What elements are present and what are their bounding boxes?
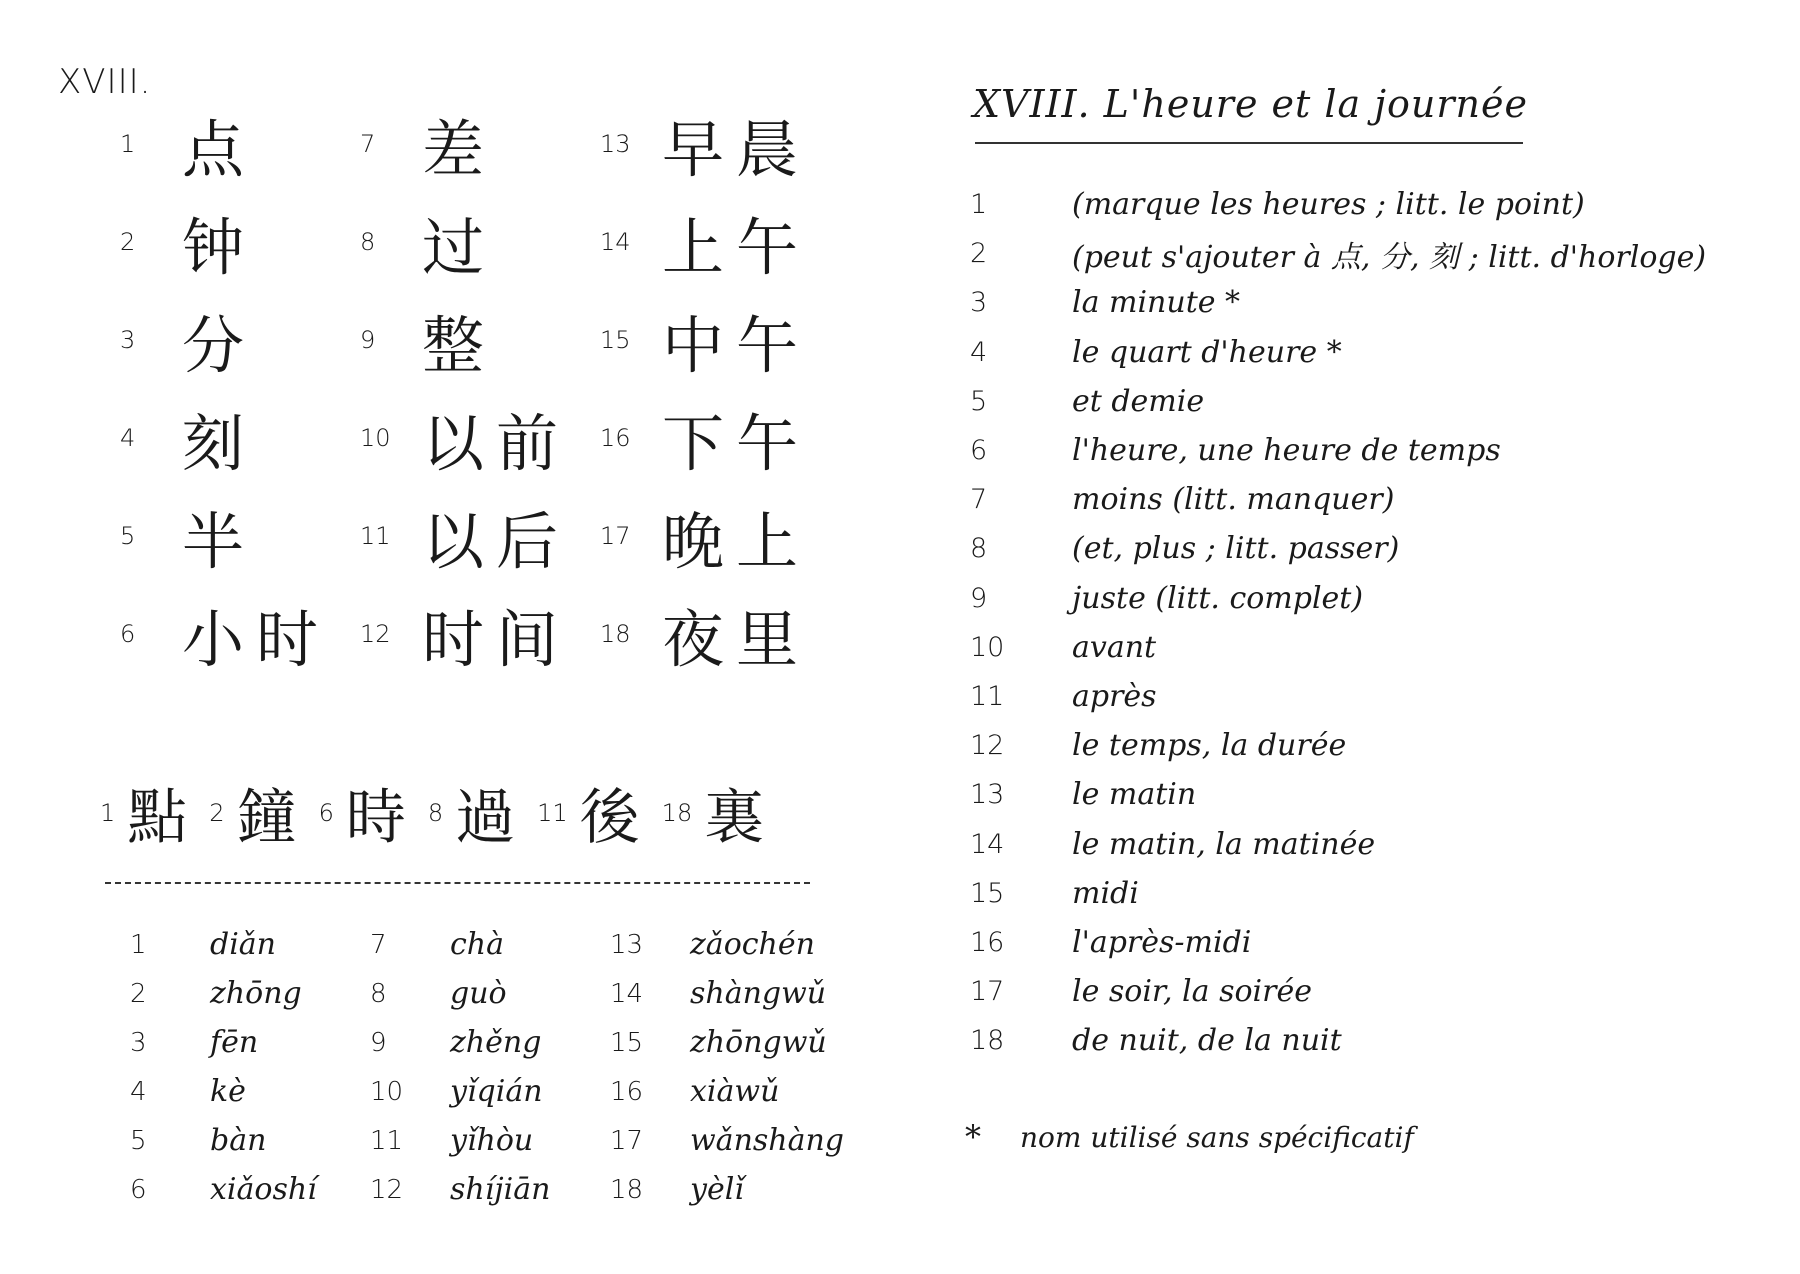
- pinyin-number: 3: [130, 1027, 147, 1058]
- pinyin-entry: [130, 1025, 370, 1060]
- definition-row: [970, 623, 1760, 672]
- definition-text: juste (litt. complet): [1072, 580, 1364, 616]
- hanzi-character: 过: [422, 210, 497, 284]
- pinyin-text: yǐqián: [450, 1074, 543, 1109]
- pinyin-entry: [130, 927, 370, 962]
- title-underline: [975, 142, 1523, 144]
- traditional-entry: [428, 770, 515, 856]
- hanzi-entry: [600, 198, 840, 287]
- hanzi-number: 12: [360, 620, 391, 648]
- pinyin-text: zhěng: [450, 1025, 542, 1060]
- definition-row: [970, 918, 1760, 967]
- definition-row: [970, 869, 1760, 918]
- hanzi-number: 15: [600, 326, 631, 354]
- pinyin-entry: [370, 927, 610, 962]
- footnote-asterisk: *: [965, 1118, 981, 1156]
- hanzi-character: 半: [182, 504, 257, 578]
- hanzi-entry: [120, 296, 360, 385]
- traditional-character: 點: [127, 783, 188, 853]
- hanzi-number: 3: [120, 326, 136, 354]
- pinyin-number: 17: [610, 1125, 644, 1156]
- hanzi-number: 4: [120, 424, 136, 452]
- definition-row: [970, 377, 1760, 426]
- hanzi-character: 时间: [422, 602, 571, 676]
- pinyin-row: [130, 969, 850, 1018]
- definition-number: 12: [970, 730, 1005, 762]
- hanzi-character: 以前: [422, 406, 571, 480]
- pinyin-number: 14: [610, 978, 644, 1009]
- pinyin-text: shàngwǔ: [690, 976, 827, 1011]
- pinyin-entry: [370, 1074, 610, 1109]
- pinyin-number: 9: [370, 1027, 387, 1058]
- definition-row: [970, 770, 1760, 819]
- hanzi-number: 7: [360, 130, 376, 158]
- pinyin-entry: [370, 1123, 610, 1158]
- hanzi-entry: [360, 100, 600, 189]
- definition-number: 8: [970, 533, 988, 565]
- definition-text: le matin, la matinée: [1072, 826, 1376, 862]
- hanzi-row: [120, 193, 840, 291]
- definition-row: [970, 819, 1760, 868]
- definition-number: 3: [970, 287, 988, 319]
- hanzi-entry: [120, 198, 360, 287]
- definition-text: l'heure, une heure de temps: [1072, 433, 1501, 469]
- traditional-divider: [105, 882, 810, 884]
- pinyin-text: yèlǐ: [690, 1172, 744, 1207]
- traditional-character: 後: [579, 783, 640, 853]
- pinyin-number: 8: [370, 978, 387, 1009]
- traditional-character: 裏: [704, 783, 765, 853]
- hanzi-entry: [600, 590, 840, 679]
- definition-text: (peut s'ajouter à 点, 分, 刻 ; litt. d'horloge): [1072, 239, 1707, 275]
- pinyin-entry: [130, 1172, 370, 1207]
- pinyin-row: [130, 1116, 850, 1165]
- traditional-number: 18: [661, 799, 693, 827]
- definition-text: après: [1072, 678, 1157, 714]
- pinyin-text: zhōngwǔ: [690, 1025, 827, 1060]
- traditional-character: 過: [455, 783, 516, 853]
- hanzi-entry: [360, 590, 600, 679]
- footnote: [965, 1118, 1414, 1156]
- definition-number: 1: [970, 189, 988, 221]
- pinyin-number: 4: [130, 1076, 147, 1107]
- definition-row: [970, 721, 1760, 770]
- hanzi-entry: [360, 394, 600, 483]
- pinyin-entry: [610, 1123, 850, 1158]
- hanzi-character: 小时: [182, 602, 331, 676]
- pinyin-entry: [130, 1074, 370, 1109]
- traditional-character: 時: [345, 783, 406, 853]
- definition-number: 15: [970, 877, 1005, 909]
- hanzi-entry: [600, 296, 840, 385]
- hanzi-number: 5: [120, 522, 136, 550]
- pinyin-text: chà: [450, 927, 505, 962]
- definition-row: [970, 328, 1760, 377]
- hanzi-row: [120, 389, 840, 487]
- definitions-list: [970, 180, 1760, 1065]
- pinyin-number: 1: [130, 929, 147, 960]
- pinyin-text: bàn: [210, 1123, 267, 1158]
- definition-text: le soir, la soirée: [1072, 974, 1312, 1010]
- hanzi-entry: [360, 492, 600, 581]
- pinyin-text: xiǎoshí: [210, 1172, 317, 1207]
- traditional-number: 2: [209, 799, 225, 827]
- definition-number: 5: [970, 385, 988, 417]
- traditional-number: 11: [537, 799, 568, 827]
- definition-text: le quart d'heure *: [1072, 334, 1342, 370]
- definition-number: 4: [970, 336, 988, 368]
- definition-text: et demie: [1072, 383, 1205, 419]
- pinyin-text: fēn: [210, 1025, 259, 1060]
- hanzi-character: 晚上: [662, 504, 811, 578]
- pinyin-grid: [130, 920, 850, 1214]
- pinyin-row: [130, 1067, 850, 1116]
- pinyin-entry: [610, 1172, 850, 1207]
- definition-number: 6: [970, 435, 988, 467]
- hanzi-number: 9: [360, 326, 376, 354]
- hanzi-character: 刻: [182, 406, 257, 480]
- pinyin-entry: [610, 1025, 850, 1060]
- pinyin-text: xiàwǔ: [690, 1074, 780, 1109]
- definition-text: de nuit, de la nuit: [1072, 1023, 1342, 1059]
- definition-text: le temps, la durée: [1072, 728, 1347, 764]
- hanzi-character: 下午: [662, 406, 811, 480]
- pinyin-entry: [610, 1074, 850, 1109]
- pinyin-entry: [130, 976, 370, 1011]
- pinyin-text: kè: [210, 1074, 246, 1109]
- definition-number: 2: [970, 238, 988, 270]
- hanzi-row: [120, 95, 840, 193]
- definition-number: 7: [970, 484, 988, 516]
- pinyin-entry: [370, 1172, 610, 1207]
- pinyin-number: 15: [610, 1027, 644, 1058]
- hanzi-entry: [600, 492, 840, 581]
- definition-text: la minute *: [1072, 285, 1241, 321]
- traditional-entry: [537, 770, 640, 856]
- definition-number: 16: [970, 926, 1005, 958]
- pinyin-row: [130, 920, 850, 969]
- hanzi-entry: [120, 492, 360, 581]
- definition-row: [970, 672, 1760, 721]
- definition-row: [970, 180, 1760, 229]
- hanzi-entry: [360, 198, 600, 287]
- hanzi-character: 上午: [662, 210, 811, 284]
- hanzi-number: 13: [600, 130, 631, 158]
- hanzi-number: 16: [600, 424, 631, 452]
- lesson-number: XVIII.: [58, 62, 152, 102]
- hanzi-entry: [360, 296, 600, 385]
- traditional-number: 1: [100, 799, 116, 827]
- definition-text: (et, plus ; litt. passer): [1072, 531, 1400, 567]
- hanzi-character: 以后: [422, 504, 571, 578]
- definition-number: 13: [970, 779, 1005, 811]
- hanzi-number: 18: [600, 620, 631, 648]
- definition-row: [970, 574, 1760, 623]
- pinyin-entry: [370, 1025, 610, 1060]
- definition-text: midi: [1072, 875, 1139, 911]
- definition-text: (marque les heures ; litt. le point): [1072, 187, 1585, 223]
- hanzi-grid: [120, 95, 840, 683]
- definition-text: le matin: [1072, 777, 1197, 813]
- definition-number: 11: [970, 680, 1005, 712]
- hanzi-row: [120, 291, 840, 389]
- traditional-entry: [209, 770, 296, 856]
- pinyin-entry: [370, 976, 610, 1011]
- hanzi-entry: [600, 394, 840, 483]
- hanzi-row: [120, 487, 840, 585]
- hanzi-character: 早晨: [662, 112, 811, 186]
- pinyin-number: 18: [610, 1174, 644, 1205]
- definition-number: 18: [970, 1025, 1005, 1057]
- hanzi-number: 2: [120, 228, 136, 256]
- traditional-characters-row: [100, 770, 786, 856]
- lesson-title: XVIII. L'heure et la journée: [973, 82, 1529, 126]
- hanzi-number: 1: [120, 130, 136, 158]
- hanzi-character: 钟: [182, 210, 257, 284]
- traditional-number: 8: [427, 799, 444, 827]
- pinyin-number: 6: [130, 1174, 147, 1205]
- traditional-entry: [100, 770, 187, 856]
- pinyin-text: guò: [450, 976, 507, 1011]
- hanzi-character: 中午: [662, 308, 811, 382]
- definition-row: [970, 278, 1760, 327]
- definition-row: [970, 1016, 1760, 1065]
- pinyin-number: 16: [610, 1076, 644, 1107]
- pinyin-row: [130, 1165, 850, 1214]
- pinyin-row: [130, 1018, 850, 1067]
- definition-number: 14: [970, 828, 1005, 860]
- pinyin-entry: [610, 927, 850, 962]
- hanzi-character: 夜里: [662, 602, 811, 676]
- hanzi-entry: [120, 394, 360, 483]
- pinyin-number: 5: [130, 1125, 147, 1156]
- hanzi-character: 点: [182, 112, 257, 186]
- traditional-entry: [319, 770, 406, 856]
- traditional-number: 6: [318, 799, 334, 827]
- hanzi-character: 差: [422, 112, 497, 186]
- definition-number: 10: [970, 631, 1005, 663]
- pinyin-entry: [610, 976, 850, 1011]
- hanzi-entry: [120, 100, 360, 189]
- footnote-text: nom utilisé sans spécificatif: [1020, 1120, 1414, 1154]
- hanzi-entry: [600, 100, 840, 189]
- definition-number: 17: [970, 976, 1005, 1008]
- pinyin-text: yǐhòu: [450, 1123, 534, 1158]
- pinyin-number: 11: [370, 1125, 404, 1156]
- pinyin-number: 7: [370, 929, 387, 960]
- definition-row: [970, 524, 1760, 573]
- definition-text: avant: [1072, 629, 1157, 665]
- hanzi-row: [120, 585, 840, 683]
- pinyin-number: 13: [610, 929, 644, 960]
- definition-row: [970, 229, 1760, 278]
- definition-number: 9: [970, 582, 988, 614]
- hanzi-number: 6: [120, 620, 136, 648]
- hanzi-number: 8: [360, 228, 376, 256]
- pinyin-text: shíjiān: [450, 1172, 551, 1207]
- definition-text: moins (litt. manquer): [1072, 482, 1395, 518]
- hanzi-number: 11: [360, 522, 391, 550]
- definition-text: l'après-midi: [1072, 924, 1252, 960]
- pinyin-text: zǎochén: [690, 927, 815, 962]
- definition-row: [970, 967, 1760, 1016]
- pinyin-number: 2: [130, 978, 147, 1009]
- hanzi-number: 10: [360, 424, 391, 452]
- pinyin-text: diǎn: [210, 927, 277, 962]
- pinyin-number: 12: [370, 1174, 404, 1205]
- traditional-character: 鐘: [236, 783, 297, 853]
- pinyin-number: 10: [370, 1076, 404, 1107]
- hanzi-character: 整: [422, 308, 497, 382]
- definition-row: [970, 475, 1760, 524]
- definition-row: [970, 426, 1760, 475]
- pinyin-text: wǎnshàng: [690, 1123, 845, 1158]
- hanzi-character: 分: [182, 308, 257, 382]
- hanzi-number: 17: [600, 522, 631, 550]
- hanzi-entry: [120, 590, 360, 679]
- pinyin-entry: [130, 1123, 370, 1158]
- traditional-entry: [662, 770, 765, 856]
- pinyin-text: zhōng: [210, 976, 302, 1011]
- hanzi-number: 14: [600, 228, 631, 256]
